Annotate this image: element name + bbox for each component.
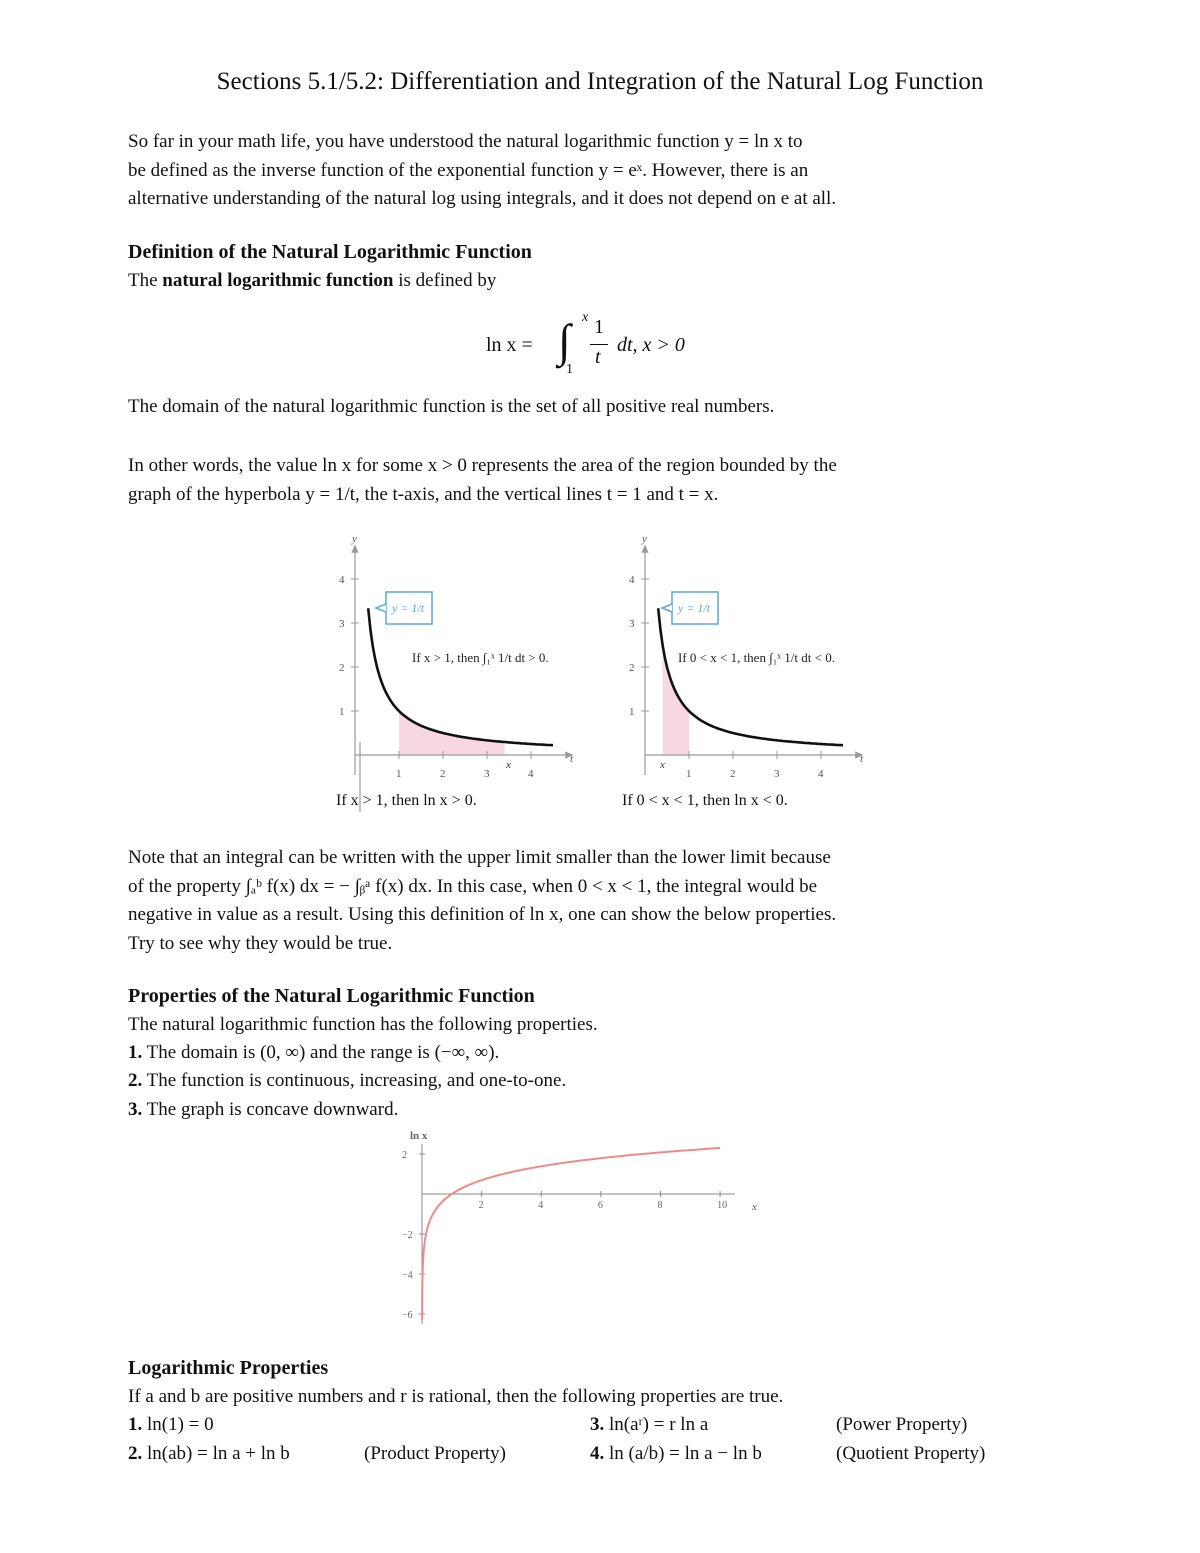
ln-x-tick-label: 6 [597,1200,603,1211]
log-property-4-name: (Quotient Property) [836,1443,986,1464]
log-property-2 [128,1443,290,1465]
x-tick-label: 2 [440,768,446,780]
right-t-label: t [860,753,864,765]
property-number: 2. [128,1070,143,1091]
page-title: Sections 5.1/5.2: Differentiation and Integration of the Natural Log Function [216,68,984,95]
definition-lead-post: is defined by [393,270,497,291]
definition-lead-pre: The [128,270,163,291]
ln-curve [422,1148,720,1321]
left-callout-label: y = 1/t [392,601,425,615]
note-line: Note that an integral can be written with the upper limit smaller than the lower limit because [128,847,831,868]
right-y-label: y [642,533,647,545]
formula-tail: dt, x > 0 [617,334,685,356]
fraction-denominator: t [595,346,601,368]
formula-lhs: ln x = [486,334,533,356]
other-words-line: graph of the hyperbola y = 1/t, the t-axis, and the vertical lines t = 1 and t = x. [128,483,719,505]
log-property-1 [128,1414,214,1436]
log-property-number: 3. [590,1414,605,1435]
ln-y-tick-label: −4 [402,1270,413,1281]
left-x-marker: x [506,759,511,771]
ln-y-tick-label: −6 [402,1310,413,1321]
intro-line: alternative understanding of the natural log using integrals, and it does not depend on e at all. [128,188,837,209]
properties-lead: The natural logarithmic function has the following properties. [128,1014,598,1035]
intro-line: So far in your math life, you have understood the natural logarithmic function y = ln x to [128,131,803,152]
right-x-marker: x [660,759,665,771]
note-paragraph [128,844,1074,958]
log-property-number: 4. [590,1443,605,1464]
right-callout-label: y = 1/t [678,601,711,615]
y-tick-label: 3 [339,618,345,630]
y-tick-label: 4 [339,574,345,586]
ln-y-tick-label: 2 [402,1150,407,1161]
log-property-text: ln(1) = 0 [142,1414,214,1435]
log-properties-heading: Logarithmic Properties [128,1357,329,1379]
upper-limit: x [582,310,589,325]
fraction-bar [590,344,608,345]
left-figure [339,533,574,812]
right-callout-pointer [662,604,672,612]
fraction-numerator: 1 [594,316,604,338]
right-figure-caption: If 0 < x < 1, then ln x < 0. [622,792,788,809]
left-t-label: t [570,753,574,765]
ln-chart-y-label: ln x [410,1130,428,1142]
note-line: negative in value as a result. Using this definition of ln x, one can show the below properties. [128,904,837,925]
property-item [128,1070,566,1092]
left-hyperbola-curve [368,608,553,745]
integral-sign: ∫ [558,315,571,366]
note-line: Try to see why they would be true. [128,932,393,954]
log-property-4 [590,1443,762,1465]
y-tick-label: 3 [629,618,635,630]
integral-formula [486,310,746,378]
log-property-number: 1. [128,1414,143,1435]
definition-lead-bold: natural logarithmic function [162,270,394,291]
x-tick-label: 1 [396,768,402,780]
log-property-text: ln(aʳ) = r ln a [604,1414,709,1435]
right-figure [629,533,864,780]
x-tick-label: 1 [686,768,692,780]
ln-y-tick-label: −2 [402,1230,413,1241]
ln-x-tick-label: 2 [478,1200,484,1211]
left-shaded-area [399,711,505,755]
x-tick-label: 2 [730,768,736,780]
y-tick-label: 4 [629,574,635,586]
log-property-2-name: (Product Property) [364,1443,506,1464]
property-text: The domain is (0, ∞) and the range is (−∞, ∞). [142,1042,500,1063]
ln-chart [380,1124,780,1339]
properties-heading: Properties of the Natural Logarithmic Function [128,985,535,1007]
property-text: The graph is concave downward. [142,1099,399,1120]
left-annotation: If x > 1, then ∫₁ˣ 1/t dt > 0. [412,650,549,665]
domain-sentence: The domain of the natural logarithmic function is the set of all positive real numbers. [128,396,775,417]
note-line: of the property ∫ₐᵇ f(x) dx = − ∫ᵦᵃ f(x) dx. In this case, when 0 < x < 1, the integral would be [128,875,818,897]
ln-chart-x-label: x [752,1201,757,1213]
other-words-line: In other words, the value ln x for some x > 0 represents the area of the region bounded by the [128,455,837,476]
ln-x-tick-label: 10 [717,1200,728,1211]
property-number: 1. [128,1042,143,1063]
property-item [128,1099,398,1121]
log-property-text: ln (a/b) = ln a − ln b [604,1443,762,1464]
ln-x-tick-label: 8 [657,1200,663,1211]
log-property-3 [590,1414,708,1436]
right-annotation: If 0 < x < 1, then ∫₁ˣ 1/t dt < 0. [678,650,835,665]
intro-paragraph [128,128,1074,214]
definition-heading: Definition of the Natural Logarithmic Function [128,241,532,263]
intro-line: be defined as the inverse function of the exponential function y = eˣ. However, there is an [128,159,809,181]
log-property-text: ln(ab) = ln a + ln b [142,1443,290,1464]
log-properties-lead: If a and b are positive numbers and r is rational, then the following properties are true. [128,1386,784,1407]
property-number: 3. [128,1099,143,1120]
x-tick-label: 4 [818,768,824,780]
lower-limit: 1 [566,362,573,377]
y-tick-label: 1 [629,706,635,718]
hyperbola-figures [320,530,900,820]
y-tick-label: 2 [629,662,635,674]
log-property-3-name: (Power Property) [836,1414,968,1435]
x-tick-label: 4 [528,768,534,780]
property-text: The function is continuous, increasing, and one-to-one. [142,1070,567,1091]
y-tick-label: 1 [339,706,345,718]
left-y-label: y [352,533,357,545]
log-property-number: 2. [128,1443,143,1464]
definition-lead [128,270,496,292]
property-item [128,1042,499,1064]
x-tick-label: 3 [774,768,780,780]
ln-x-tick-label: 4 [538,1200,544,1211]
other-words-paragraph [128,452,1074,509]
left-callout-pointer [376,604,386,612]
left-figure-caption: If x > 1, then ln x > 0. [336,792,477,809]
y-tick-label: 2 [339,662,345,674]
x-tick-label: 3 [484,768,490,780]
